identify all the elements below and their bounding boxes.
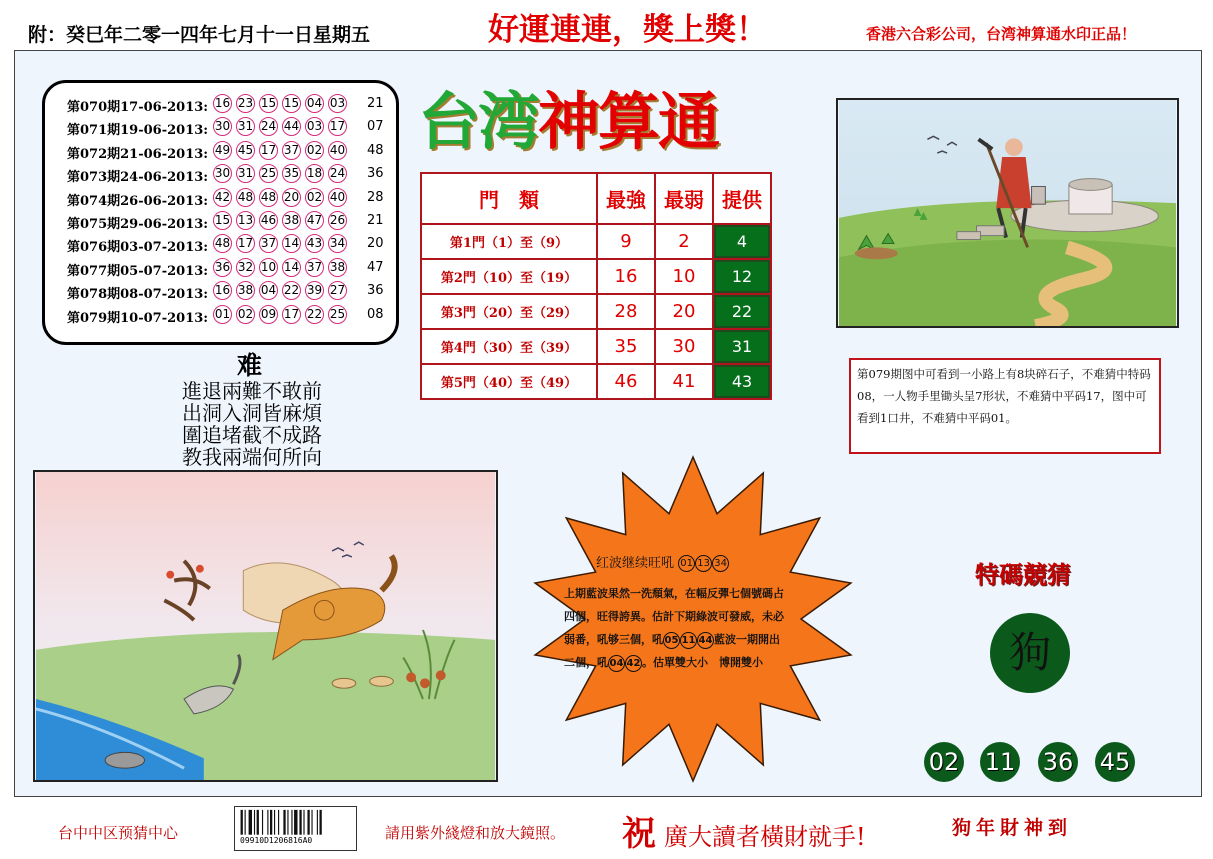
give-cell: 31 [713,329,771,364]
history-number: 31 [236,164,255,183]
starburst-title-text: 红波继续旺吼 [596,556,675,571]
starburst-line: 四個，旺得誇異。估計下期綠波可發威，未必 [564,610,784,623]
history-number: 37 [305,258,324,277]
category-cell: 第2門（10）至（19） [421,259,597,294]
table-row [421,329,771,364]
weak-cell: 20 [655,294,713,329]
history-row [67,188,397,210]
circled-number: 04 [608,655,625,672]
history-number: 14 [282,258,301,277]
history-number: 15 [282,94,301,113]
history-number: 37 [259,234,278,253]
poem-line: 圍追堵截不成路 [182,423,322,447]
history-number: 36 [213,258,232,277]
footer-wish: 廣大讀者橫財就手! [664,823,866,851]
history-number: 44 [282,117,301,136]
weak-cell: 30 [655,329,713,364]
history-number: 01 [213,305,232,324]
starburst-line [564,628,828,651]
history-number: 43 [305,234,324,253]
poem-line: 教我兩端何所向 [182,445,322,469]
history-special-number: 47 [367,259,384,275]
history-special-number: 21 [367,96,384,111]
history-number: 02 [236,305,255,324]
history-number: 17 [236,234,255,253]
starburst-line [564,651,828,674]
history-row [67,234,397,256]
poem-line: 出洞入洞皆麻煩 [182,401,322,425]
col-header-give: 提供 [713,173,771,224]
history-number: 45 [236,141,255,160]
circled-number: 11 [680,632,697,649]
strong-cell: 16 [597,259,655,294]
circled-number: 42 [625,655,642,672]
history-row [67,94,397,116]
history-label: 第077期05-07-2013: [67,263,209,279]
history-label: 第078期08-07-2013: [67,287,209,303]
history-row [67,305,397,327]
history-number: 14 [282,234,301,253]
header-slogan: 好運連連，獎上獎！ [488,12,767,48]
give-cell: 12 [713,259,771,294]
history-number: 38 [236,281,255,300]
history-number: 46 [259,211,278,230]
history-label: 第070期17-06-2013: [67,100,209,115]
history-number: 03 [328,94,347,113]
col-header-weak: 最弱 [655,173,713,224]
cat-mouse-illustration [33,470,498,782]
history-number: 22 [282,281,301,300]
history-number: 13 [236,211,255,230]
weak-cell: 2 [655,224,713,259]
logo-part-green: 台湾 [418,85,539,158]
circled-number: 13 [695,555,712,572]
strong-cell: 28 [597,294,655,329]
history-number: 39 [305,281,324,300]
history-number: 25 [259,164,278,183]
footer-wish-char: 祝 [622,814,656,854]
history-number: 31 [236,117,255,136]
history-number: 18 [305,164,324,183]
poem-text [182,380,322,468]
circled-number: 34 [712,555,729,572]
table-header-row [421,173,771,224]
history-number: 10 [259,258,278,277]
history-special-number: 48 [367,142,384,158]
history-label: 第076期03-07-2013: [67,240,209,256]
history-special-number: 07 [367,119,384,135]
history-number: 49 [213,141,232,160]
history-row [67,117,397,139]
strong-cell: 35 [597,329,655,364]
history-number: 17 [328,117,347,136]
draw-history-panel [42,80,399,345]
history-number: 32 [236,258,255,277]
weak-cell: 10 [655,259,713,294]
history-number: 04 [305,94,324,113]
history-number: 24 [259,117,278,136]
circled-number: 05 [663,632,680,649]
starburst-text: 。估單雙大小 博開雙小 [642,656,763,669]
zodiac-badge: 狗 [990,613,1070,693]
col-header-category: 門 類 [421,173,597,224]
history-number: 35 [282,164,301,183]
history-number: 48 [259,188,278,207]
category-cell: 第1門（1）至（9） [421,224,597,259]
history-row [67,281,397,303]
history-number: 40 [328,141,347,160]
table-row [421,294,771,329]
starburst-title [596,552,729,572]
history-number: 17 [282,305,301,324]
history-special-number: 28 [367,189,384,205]
history-number: 02 [305,141,324,160]
history-label: 第072期21-06-2013: [67,146,209,162]
history-row [67,141,397,163]
history-number: 24 [328,164,347,183]
give-cell: 22 [713,294,771,329]
special-guess-title: 特碼競猜 [975,560,1071,589]
history-number: 16 [213,94,232,113]
history-label: 第074期26-06-2013: [67,193,209,209]
history-number: 40 [328,188,347,207]
history-number: 22 [305,305,324,324]
strong-cell: 46 [597,364,655,399]
history-special-number: 36 [367,283,384,299]
farmer-well-illustration [836,98,1179,328]
number-ball: 02 [924,742,964,782]
starburst-text: 藍波一期開出 [714,633,780,646]
header-brand: 香港六合彩公司，台湾神算通水印正品！ [866,25,1137,43]
history-number: 48 [236,188,255,207]
history-number: 02 [305,188,324,207]
history-label: 第073期24-06-2013: [67,170,209,186]
history-number: 23 [236,94,255,113]
category-cell: 第4門（30）至（39） [421,329,597,364]
history-number: 42 [213,188,232,207]
number-ball: 45 [1095,742,1135,782]
header-date-line: 附：癸巳年二零一四年七月十一日星期五 [28,24,371,46]
history-number: 37 [282,141,301,160]
barcode-number: 09910D1206816A0 [240,836,313,845]
starburst-text: 弱番，吼够三個，吼 [564,633,663,646]
history-number: 17 [259,141,278,160]
history-special-number: 21 [367,213,384,228]
history-special-number: 08 [367,306,384,322]
barcode-bars [241,810,322,835]
history-number: 25 [328,305,347,324]
history-number: 20 [282,188,301,207]
give-cell: 43 [713,364,771,399]
hint-note: 第079期图中可看到一小路上有8块碎石子，不难猜中特码08，一人物手里锄头呈7形状，不难猜中平码17，图中可看到1口井，不难猜中平码01。 [849,358,1161,454]
number-ball: 36 [1038,742,1078,782]
starburst-line: 上期藍波果然一洗頹氣，在幅反彈七個號碼占 [564,587,784,600]
history-label: 第075期29-06-2013: [67,217,209,232]
history-number: 04 [259,281,278,300]
table-row [421,259,771,294]
footer-center-name: 台中中区预猜中心 [58,824,179,842]
history-number: 03 [305,117,324,136]
footer-year-text: 狗年財神到 [952,817,1073,839]
history-special-number: 20 [367,236,384,252]
col-header-strong: 最強 [597,173,655,224]
table-row [421,224,771,259]
history-number: 30 [213,117,232,136]
starburst-text: 二個，吼 [564,656,608,669]
history-number: 38 [328,258,347,277]
logo-part-red: 神算通 [538,85,719,158]
circled-number: 01 [678,555,695,572]
poem-line: 進退兩難不敢前 [182,379,322,403]
history-number: 26 [328,211,347,230]
category-cell: 第5門（40）至（49） [421,364,597,399]
category-cell: 第3門（20）至（29） [421,294,597,329]
category-table [420,172,772,400]
strong-cell: 9 [597,224,655,259]
history-number: 27 [328,281,347,300]
history-number: 34 [328,234,347,253]
history-row [67,164,397,186]
brand-logo [418,72,718,161]
poem-title: 难 [237,351,263,380]
history-row [67,258,397,280]
history-label: 第079期10-07-2013: [67,310,209,326]
history-number: 30 [213,164,232,183]
history-number: 48 [213,234,232,253]
history-number: 15 [259,94,278,113]
give-cell: 4 [713,224,771,259]
history-row [67,211,397,233]
number-ball: 11 [980,742,1020,782]
weak-cell: 41 [655,364,713,399]
history-number: 38 [282,211,301,230]
circled-number: 44 [697,632,714,649]
starburst-body [564,582,828,674]
history-number: 15 [213,211,232,230]
history-number: 09 [259,305,278,324]
table-row [421,364,771,399]
history-special-number: 36 [367,166,384,182]
footer-advice: 請用紫外綫燈和放大鏡照。 [385,824,566,842]
history-label: 第071期19-06-2013: [67,123,209,139]
history-number: 47 [305,211,324,230]
history-number: 16 [213,281,232,300]
